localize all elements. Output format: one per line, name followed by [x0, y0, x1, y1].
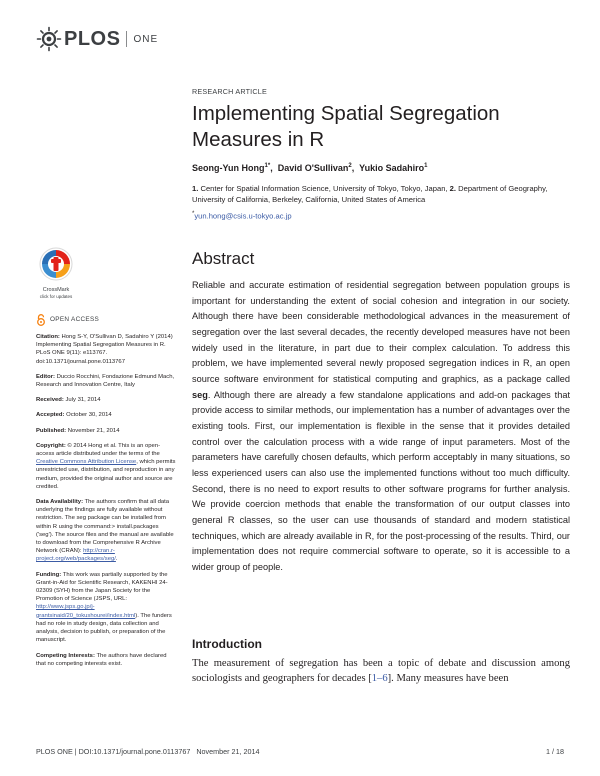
funding-text-end: ). The funders had no role in study design, data collection and analysis, decision to publish, or preparation of the manuscript. — [36, 612, 172, 644]
crossmark-label: CrossMark — [42, 287, 70, 293]
page-footer — [36, 747, 564, 756]
data-availability-label: Data Availability: — [36, 499, 84, 506]
abstract-text — [192, 278, 570, 575]
license-link[interactable]: Creative Commons Attribution License — [36, 459, 137, 466]
introduction-heading: Introduction — [192, 637, 262, 651]
email-link[interactable]: yun.hong@csis.u-tokyo.ac.jp — [194, 211, 292, 221]
article-title: Implementing Spatial Segregation Measures in R — [192, 102, 500, 151]
editor-label: Editor: — [36, 373, 55, 380]
accepted-label: Accepted: — [36, 412, 65, 419]
corresponding-mark: * — [267, 163, 271, 169]
correspondence — [192, 211, 292, 221]
affil-text: Center for Spatial Information Science, University of Tokyo, Tokyo, Japan, — [200, 184, 448, 193]
author-name[interactable]: Seong-Yun Hong — [192, 163, 265, 173]
citation-text: Hong S-Y, O'Sullivan D, Sadahiro Y (2014) Implementing Spatial Segregation Measures in R. PLoS ONE 9(11): e113767. doi:10.1371/journal.pone.0113767 — [36, 334, 173, 365]
funding-text: This work was partially supported by the Grant-in-Aid for Scientific Research, KAKENHI 24-02309 (SYH) from the Japan Society for the Promotion of Science (JSPS, URL: — [36, 571, 168, 603]
author-name[interactable]: David O'Sullivan — [277, 163, 349, 173]
data-availability-block — [36, 498, 176, 564]
editor-block — [36, 373, 176, 389]
editor-text: Duccio Rocchini, Fondazione Edmund Mach, Research and Innovation Centre, Italy — [36, 373, 175, 389]
funding-block — [36, 571, 176, 645]
open-access-label: OPEN ACCESS — [50, 315, 100, 323]
affil-text: Department of Geography, University of California, Berkeley, California, United States of America — [192, 184, 548, 204]
open-lock-icon — [36, 314, 46, 326]
footer-citation: PLOS ONE | DOI:10.1371/journal.pone.0113767 November 21, 2014 — [36, 747, 260, 756]
email-mark: * — [192, 211, 195, 217]
accepted-date: October 30, 2014 — [66, 412, 112, 419]
author-name[interactable]: Yukio Sadahiro — [359, 163, 425, 173]
journal-sub: ONE — [133, 33, 159, 45]
published-label: Published: — [36, 427, 67, 434]
author-list: Seong-Yun Hong$^{1*}$, David O'Sullivan$^2$, Yukio Sadahiro$^1$ — [192, 163, 428, 173]
copyright-block — [36, 442, 176, 491]
accepted-block — [36, 411, 176, 419]
jsps-link[interactable]: http://www.jsps.go.jp/j-grantsinaid/20_tokushourei/index.html — [36, 604, 136, 619]
data-availability-end: . — [115, 556, 118, 563]
introduction-text — [192, 656, 570, 686]
author-affil-sup: 1 — [424, 163, 428, 169]
journal-brand: PLOS — [64, 27, 121, 50]
crossmark-badge[interactable] — [36, 247, 76, 299]
data-availability-text: The authors confirm that all data underlying the findings are fully available without restriction. The seg package can be installed from within R using the command:> install.packages ('seg'). The source files and the manual are available to download from the Comprehensive R Archive Network (CRAN): — [36, 499, 174, 555]
package-name: seg — [192, 389, 208, 400]
copyright-text-end: , which permits unrestricted use, distribution, and reproduction in any medium, provided the original author and source are credited. — [36, 459, 176, 490]
page-number: 1 / 18 — [546, 747, 564, 756]
open-access-badge — [36, 314, 176, 326]
affiliations — [192, 183, 572, 205]
crossmark-sublabel: click for updates — [39, 294, 73, 299]
author-affil-sup: 1 — [264, 163, 268, 169]
funding-label: Funding: — [36, 571, 62, 578]
cran-link[interactable]: http://cran.r-project.org/web/packages/seg/ — [36, 548, 116, 563]
abstract-text-part: . Although there are already a few standalone applications and add-on packages that provide access to similar methods, our implementation has a number of advantages over the existing tools. First, our implementation is flexible in the sense that it provides detailed control over the calculation process with a wide range of input parameters. Most of the parameters have carefully chosen defaults, which perform acceptably in many situations, so less experienced users can also use the implemented functions without too much difficulty. Second, there is no need to export results to other software programs for further analysis. We provide coercion methods that enable the transformation of our output classes into general R classes, so the user can use thousands of standard and modern statistical techniques, which are already available in R, for the post-processing of the results. Third, our implementation does not require commercial software to operate, so it is accessible to a wider group of people. — [192, 389, 570, 572]
affil-number: 2. — [449, 184, 456, 193]
logo-divider — [126, 31, 127, 47]
crossmark-icon — [39, 247, 73, 281]
received-date: July 31, 2014 — [65, 397, 101, 404]
received-block — [36, 396, 176, 404]
article-type: RESEARCH ARTICLE — [192, 87, 267, 96]
article-info-sidebar — [36, 314, 176, 675]
citation-block — [36, 333, 176, 366]
copyright-label: Copyright: — [36, 442, 66, 449]
copyright-text: © 2014 Hong et al. This is an open-access article distributed under the terms of the — [36, 442, 161, 458]
abstract-text-part: Reliable and accurate estimation of residential segregation between population groups is important for understanding the extent of social cohesion and integration in our society. Although there have been considerable methodological advances in the measurement of segregation over the last several decades, the recently developed measures have not been widely used in the literature, in part due to their complex calculation. To address this problem, we have implemented several newly proposed segregation indices in R, an open source software environment for statistical computing and graphics, as a package called — [192, 280, 570, 384]
published-block — [36, 427, 176, 435]
published-date: November 21, 2014 — [67, 427, 120, 434]
citation-label: Citation: — [36, 334, 60, 340]
author-affil-sup: 2 — [348, 163, 352, 169]
intro-text-part: The measurement of segregation has been a topic of debate and discussion among sociologists and geographers for decades [ — [192, 658, 570, 684]
received-label: Received: — [36, 397, 64, 404]
plos-sun-logo-icon — [36, 26, 62, 52]
plos-one-logo[interactable] — [36, 26, 158, 52]
abstract-heading: Abstract — [192, 249, 255, 268]
competing-interests-text: The authors have declared that no competing interests exist. — [36, 652, 167, 667]
competing-interests-block — [36, 652, 176, 668]
competing-interests-label: Competing Interests: — [36, 652, 95, 659]
intro-text-part: ]. Many measures have been — [387, 673, 509, 684]
citation-ref-link[interactable]: 1–6 — [371, 673, 388, 684]
affil-number: 1. — [192, 184, 199, 193]
